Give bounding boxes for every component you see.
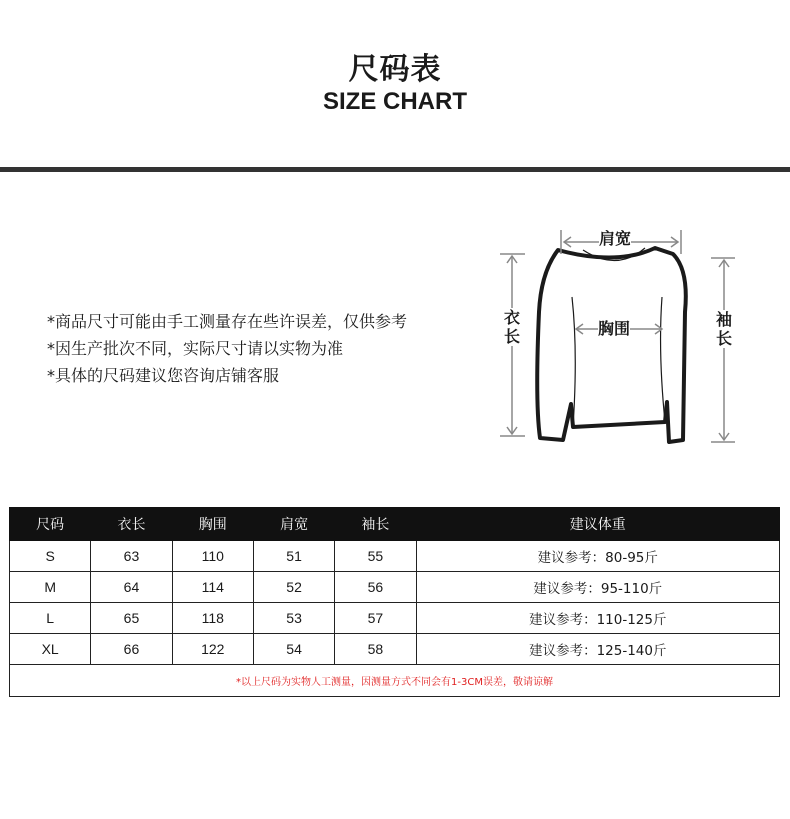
- table-cell: 114: [172, 572, 253, 603]
- table-row: [10, 634, 780, 665]
- table-cell: M: [10, 572, 91, 603]
- notes-list: [47, 308, 407, 389]
- table-cell: 64: [91, 572, 172, 603]
- table-cell: 110: [172, 541, 253, 572]
- table-cell: 52: [253, 572, 334, 603]
- shoulder-width-label: 肩宽: [599, 229, 632, 248]
- column-header-sleeve: 袖长: [335, 508, 416, 541]
- column-header-weight: 建议体重: [416, 508, 779, 541]
- table-row: [10, 541, 780, 572]
- table-cell: L: [10, 603, 91, 634]
- table-cell: 54: [253, 634, 334, 665]
- size-table: [9, 507, 780, 697]
- chest-label: 胸围: [598, 319, 631, 338]
- note-item: *商品尺寸可能由手工测量存在些许误差，仅供参考: [47, 312, 408, 331]
- table-row: [10, 603, 780, 634]
- table-cell: 56: [335, 572, 416, 603]
- table-cell: 63: [91, 541, 172, 572]
- column-header-length: 衣长: [91, 508, 172, 541]
- column-header-chest: 胸围: [172, 508, 253, 541]
- sweater-icon: [495, 222, 740, 454]
- table-cell: 53: [253, 603, 334, 634]
- sleeve-length-label: 袖长: [715, 310, 732, 348]
- table-cell: 建议参考：110-125斤: [416, 603, 779, 634]
- table-cell: 建议参考：80-95斤: [416, 541, 779, 572]
- table-cell: XL: [10, 634, 91, 665]
- table-cell: 55: [335, 541, 416, 572]
- note-item: *具体的尺码建议您咨询店铺客服: [47, 366, 280, 385]
- header-divider: [0, 167, 790, 172]
- table-cell: 建议参考：125-140斤: [416, 634, 779, 665]
- table-cell: 122: [172, 634, 253, 665]
- note-item: *因生产批次不同，实际尺寸请以实物为准: [47, 339, 344, 358]
- table-footnote-row: [10, 665, 780, 697]
- column-header-size: 尺码: [10, 508, 91, 541]
- page-title: 尺码表: [348, 52, 442, 87]
- table-cell: 65: [91, 603, 172, 634]
- column-header-shoulder: 肩宽: [253, 508, 334, 541]
- table-cell: S: [10, 541, 91, 572]
- table-cell: 66: [91, 634, 172, 665]
- page-subtitle: SIZE CHART: [323, 88, 467, 115]
- table-cell: 118: [172, 603, 253, 634]
- table-footnote: *以上尺码为实物人工测量，因测量方式不同会有1-3CM误差，敬请谅解: [10, 665, 780, 697]
- table-header-row: [10, 508, 780, 541]
- table-cell: 58: [335, 634, 416, 665]
- table-cell: 建议参考：95-110斤: [416, 572, 779, 603]
- table-cell: 57: [335, 603, 416, 634]
- table-row: [10, 572, 780, 603]
- table-cell: 51: [253, 541, 334, 572]
- body-length-label: 衣长: [503, 308, 520, 346]
- garment-measurement-diagram: [495, 222, 740, 454]
